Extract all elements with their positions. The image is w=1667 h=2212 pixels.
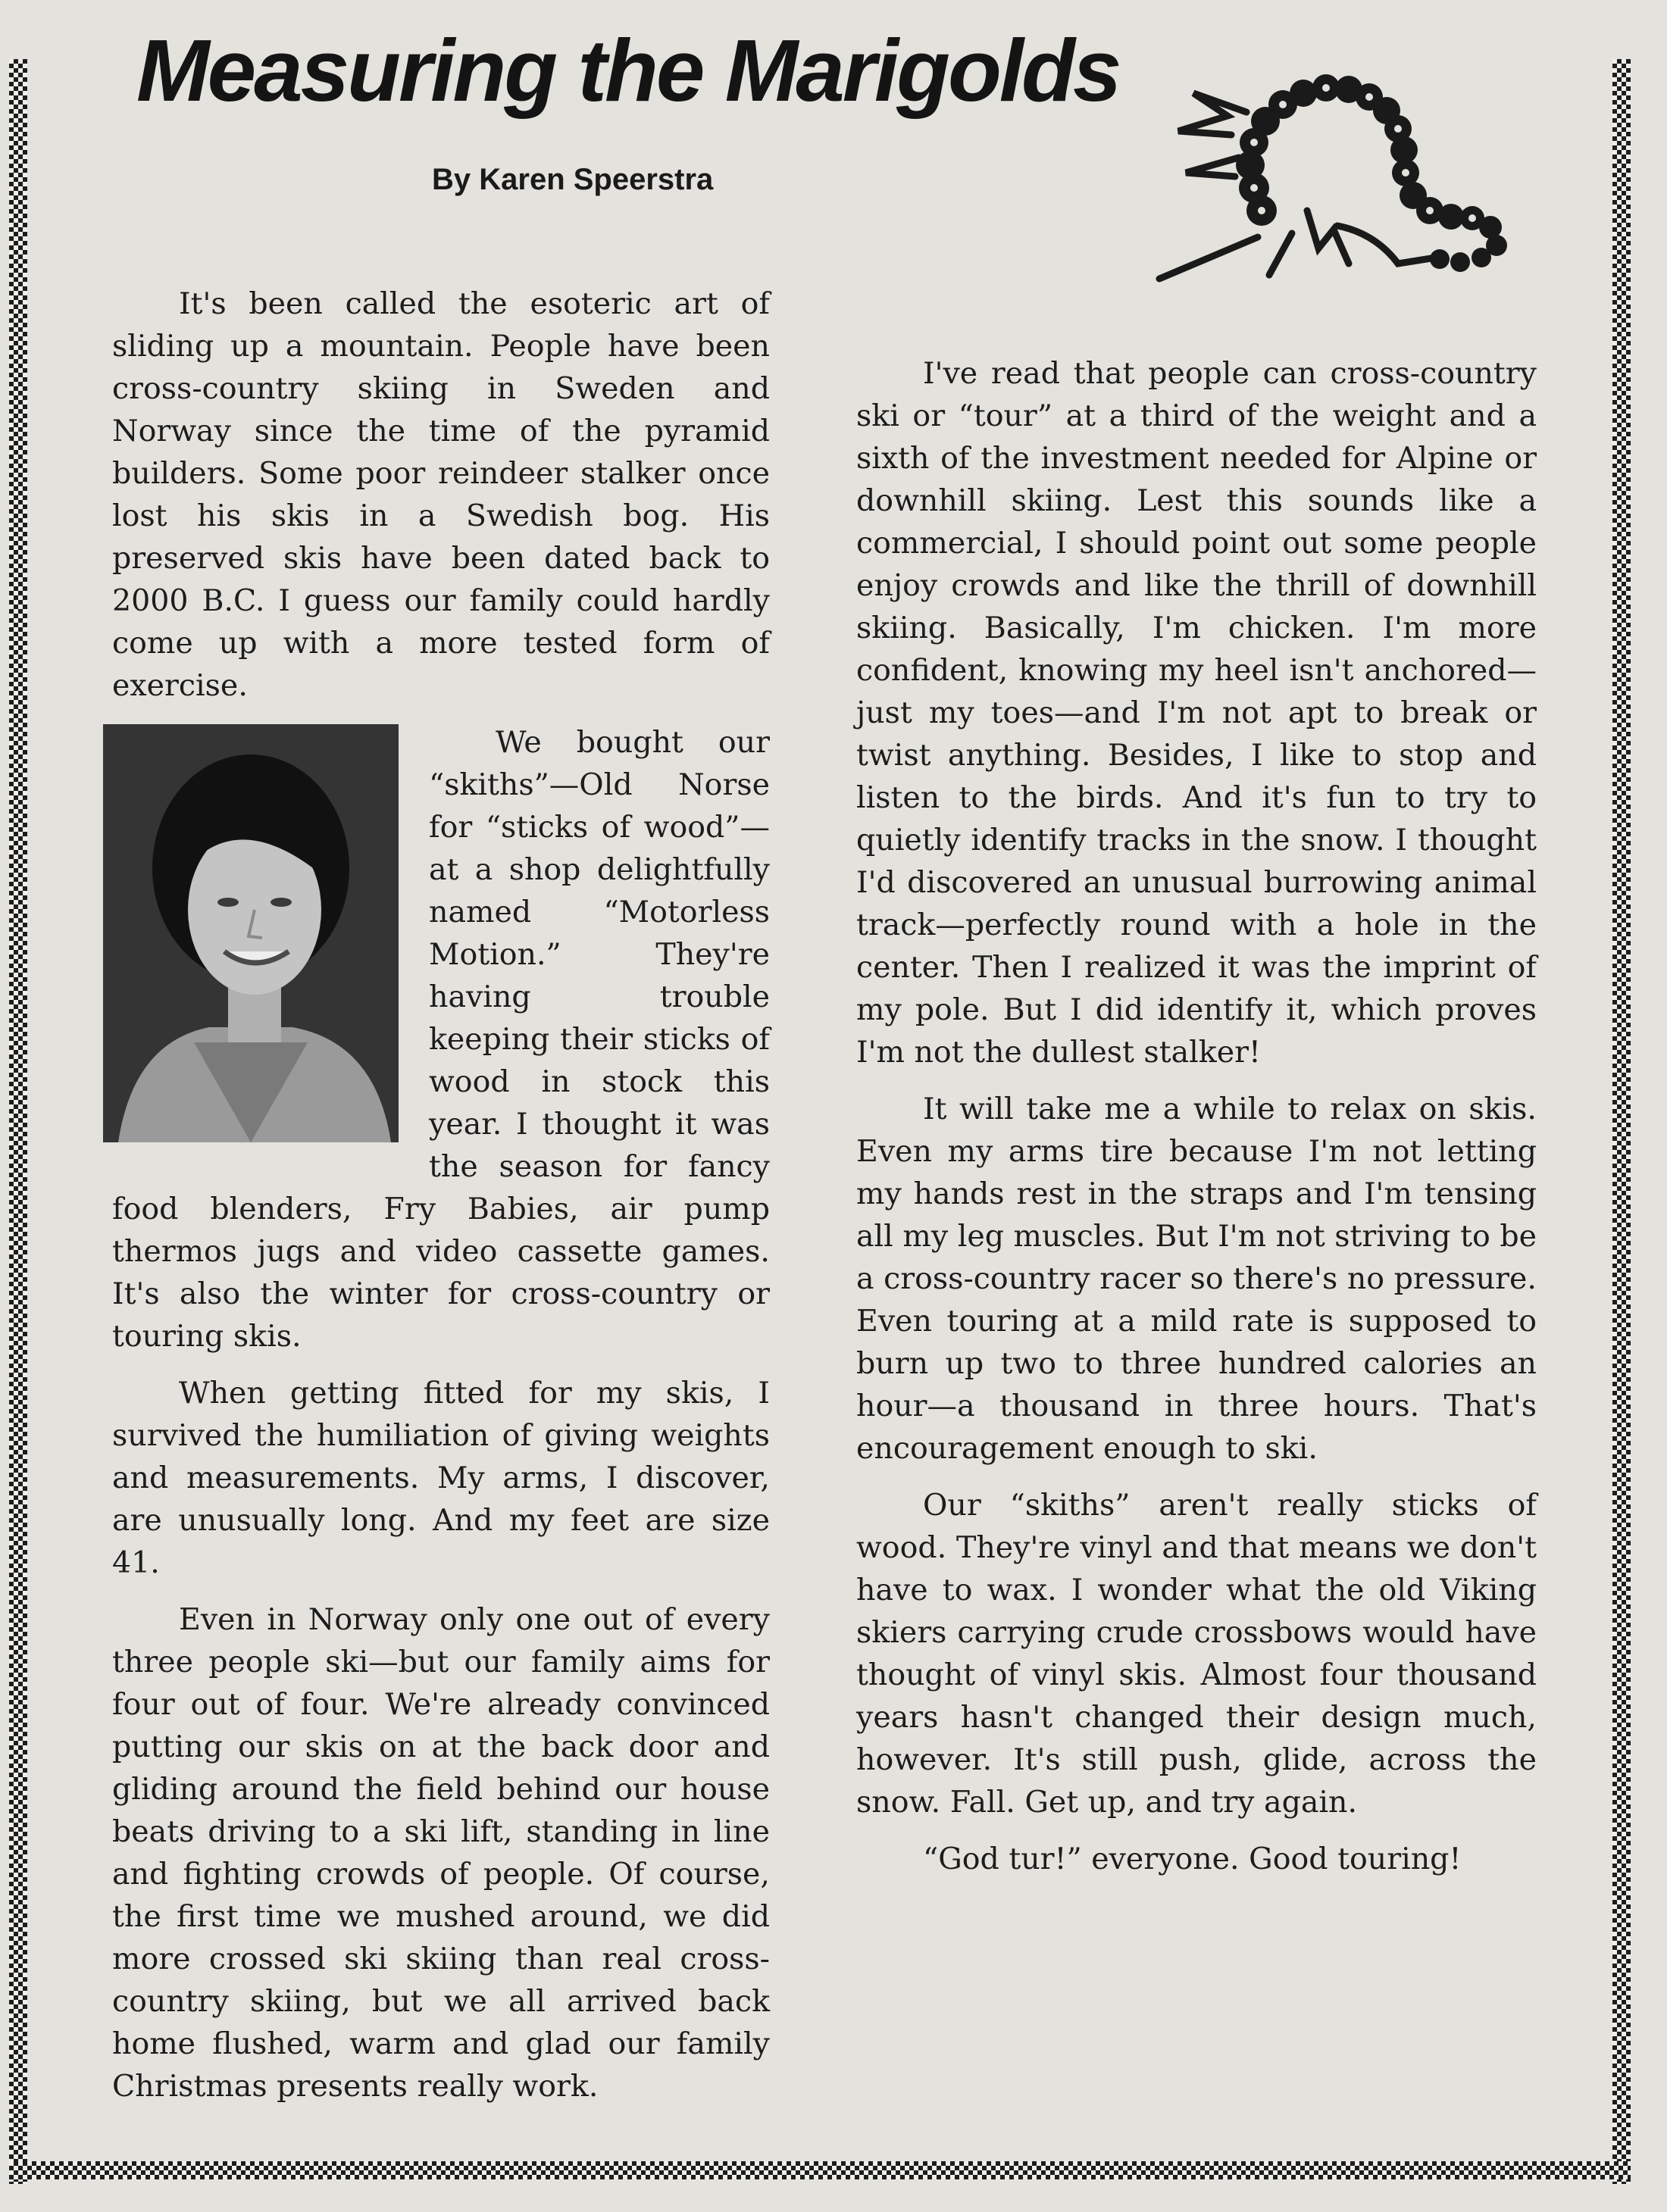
paragraph-6: It will take me a while to relax on skis. Even my arms tire because I'm not letting my hands rest in the straps and I'm tensing all my leg muscles. But I'm not striving to be a cross-country racer so there's no pressure. Even touring at a mild rate is supposed to burn up two to three hundred calories an hour—a thousand in three hours. That's encouragement enough to ski.: [856, 1092, 1537, 1466]
marigold-ornament-illustration: [1148, 59, 1542, 286]
checkered-border-right: [1612, 59, 1631, 2184]
checkered-border-bottom: [9, 2161, 1631, 2179]
author-portrait-photo: [103, 724, 399, 1142]
paragraph-3: When getting fitted for my skis, I survived the humiliation of giving weights and measurements. My arms, I discover, are unusually long. And my feet are size 41.: [112, 1376, 770, 1580]
article-byline: By Karen Speerstra: [432, 163, 714, 196]
paragraph-2: [112, 721, 770, 1358]
right-column: [856, 352, 1537, 1895]
paragraph-4: Even in Norway only one out of every three people ski—but our family aims for four out of four. We're already convinced putting our skis on at the back door and gliding around the field behind our house beats driving to a ski lift, standing in line and fighting crowds of people. Of course, the first time we mushed around, we did more crossed ski skiing than real cross-country skiing, but we all arrived back home flushed, warm and glad our family Christmas presents really work.: [112, 1602, 770, 2104]
article-title: Measuring the Marigolds: [136, 21, 1120, 120]
paragraph-7: Our “skiths” aren't really sticks of wood. They're vinyl and that means we don't have to wax. I wonder what the old Viking skiers carrying crude crossbows would have thought of vinyl skis. Almost four thousand years hasn't changed their design much, however. It's still push, glide, across the snow. Fall. Get up, and try again.: [856, 1488, 1537, 1820]
paragraph-8: “God tur!” everyone. Good touring!: [923, 1842, 1462, 1876]
portrait-image: [103, 724, 399, 1142]
left-column: [112, 283, 770, 2122]
paragraph-2-text: We bought our “skiths”—Old Norse for “sticks of wood”—at a shop delightfully named “Motorless Motion.” They're having trouble keeping their sticks of wood in stock this year. I thought it was the season for fancy food blenders, Fry Babies, air pump thermos jugs and video cassette games. It's also the winter for cross-country or touring skis.: [112, 725, 770, 1354]
paragraph-5: I've read that people can cross-country ski or “tour” at a third of the weight and a sixth of the investment needed for Alpine or downhill skiing. Lest this sounds like a commercial, I should point out some people enjoy crowds and like the thrill of downhill skiing. Basically, I'm chicken. I'm more confident, knowing my heel isn't anchored—just my toes—and I'm not apt to break or twist anything. Besides, I like to stop and listen to the birds. And it's fun to try to quietly identify tracks in the snow. I thought I'd discovered an unusual burrowing animal track—perfectly round with a hole in the center. Then I realized it was the imprint of my pole. But I did identify it, which proves I'm not the dullest stalker!: [856, 356, 1537, 1070]
paragraph-1: It's been called the esoteric art of sliding up a mountain. People have been cross-country skiing in Sweden and Norway since the time of the pyramid builders. Some poor reindeer stalker once lost his skis in a Swedish bog. His preserved skis have been dated back to 2000 B.C. I guess our family could hardly come up with a more tested form of exercise.: [112, 286, 770, 703]
checkered-border-left: [9, 59, 27, 2184]
